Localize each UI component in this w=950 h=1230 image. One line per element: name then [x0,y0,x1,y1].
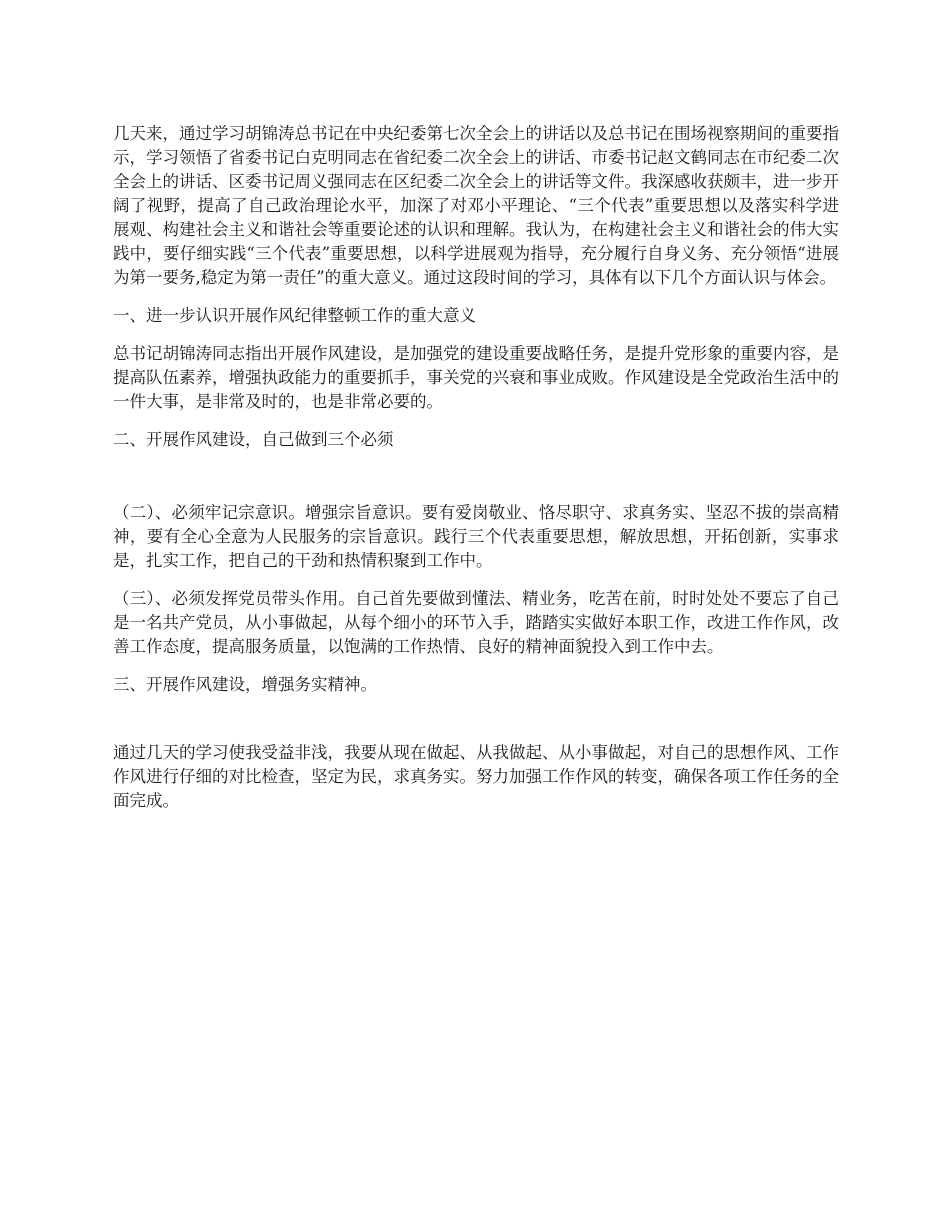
section3-heading: 三、开展作风建设，增强务实精神。 [113,675,377,694]
conclusion-paragraph: 通过几天的学习使我受益非浅，我要从现在做起、从我做起、从小事做起，对自己的思想作风、工作作风进行仔细的对比检查，坚定为民，求真务实。努力加强工作作风的转变，确保各项工作任务的全面完成。 [113,743,839,810]
intro-paragraph: 几天来，通过学习胡锦涛总书记在中央纪委第七次全会上的讲话以及总书记在围场视察期间的重要指示，学习领悟了省委书记白克明同志在省纪委二次全会上的讲话、市委书记赵文鹤同志在市纪委二次全会上的讲话、区委书记周义强同志在区纪委二次全会上的讲话等文件。我深感收获颇丰，进一步开阔了视野，提高了自己政治理论水平，加深了对邓小平理论、“三个代表”重要思想以及落实科学进展观、构建社会主义和谐社会等重要论述的认识和理解。我认为，在构建社会主义和谐社会的伟大实践中，要仔细实践“三个代表”重要思想，以科学进展观为指导，充分履行自身义务、充分领悟“进展为第一要务,稳定为第一责任”的重大意义。通过这段时间的学习，具体有以下几个方面认识与体会。 [113,124,839,287]
section2-item-2: （二）、必须牢记宗意识。增强宗旨意识。要有爱岗敬业、恪尽职守、求真务实、坚忍不拔的崇高精神，要有全心全意为人民服务的宗旨意识。践行三个代表重要思想，解放思想，开拓创新，实事求是，扎实工作，把自己的干劲和热情积聚到工作中。 [113,503,839,570]
section2-heading: 二、开展作风建设，自己做到三个必须 [113,430,394,449]
section2-item-3: （三）、必须发挥党员带头作用。自己首先要做到懂法、精业务，吃苦在前，时时处处不要忘了自己是一名共产党员，从小事做起，从每个细小的环节入手，踏踏实实做好本职工作，改进工作作风，改善工作态度，提高服务质量，以饱满的工作热情、良好的精神面貌投入到工作中去。 [113,589,839,656]
document-body [113,122,839,827]
section1-heading: 一、进一步认识开展作风纪律整顿工作的重大意义 [113,306,476,325]
blank-spacer [113,711,839,741]
blank-spacer [113,466,839,501]
section1-paragraph: 总书记胡锦涛同志指出开展作风建设，是加强党的建设重要战略任务，是提升党形象的重要内容，是提高队伍素养，增强执政能力的重要抓手，事关党的兴衰和事业成败。作风建设是全党政治生活中的一件大事，是非常及时的，也是非常必要的。 [113,344,839,411]
